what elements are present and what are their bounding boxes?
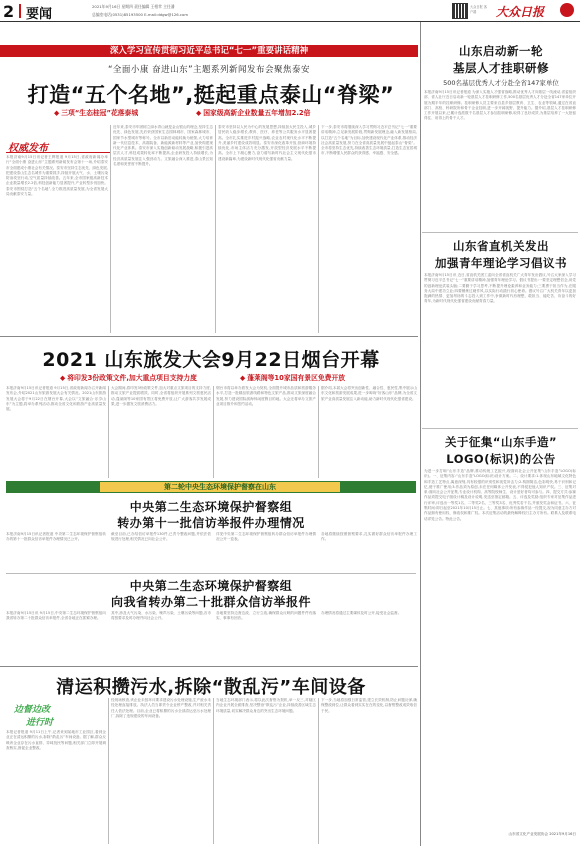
- page-number-divider: [19, 4, 21, 18]
- logo-circle: [560, 3, 574, 17]
- story1-kicker: “全面小康 奋进山东”主题系列新闻发布会聚焦泰安: [107, 65, 310, 75]
- rule: [108, 386, 109, 478]
- rule: [110, 125, 111, 333]
- story1-headline: 打造“五个名地”,挺起重点泰山“脊梁”: [27, 83, 395, 107]
- right-low-top-rule: [422, 428, 578, 429]
- rule: [108, 698, 109, 844]
- story2-top-rule: [0, 336, 418, 337]
- story3-col5: 本报济南9月15日讯 9月15日,中央第二生态环境保护督察组向我省转办第二十批群众信访举报件,全省各地正在抓紧办理。: [6, 611, 106, 621]
- section-title: 要闻: [26, 7, 53, 22]
- story3-col1: 本报济南9月15日讯记者报道 中央第二生态环境保护督察组转办的第十一批群众信访举报件办理情况已公开。: [6, 532, 106, 542]
- story3-col7: 各地要坚持边督边改、立行立改,确保群众反映的问题件件有落实、事事有回音。: [216, 611, 316, 621]
- story1-tag: 权威发布: [8, 143, 48, 154]
- story4-col3: 当地生态环境部门表示,将以此次督察为契机,举一反三,对辖区内企业开展全面排查,坚决整治“散乱污”企业,持续改善区域生态环境质量,切实解决群众身边的突出生态环境问题。: [216, 698, 316, 713]
- rule: [213, 698, 214, 844]
- contact-line: 总编室电话(0531)85193500 E-mail:ddgw@126.com: [92, 12, 189, 17]
- right-mid-headline2: 加强青年理论学习倡议书: [435, 256, 567, 270]
- side-note: 大众日报 客户端: [470, 5, 487, 14]
- top-banner: 深入学习宣传贯彻习近平总书记“七一”重要讲话精神: [0, 45, 418, 57]
- rule: [318, 125, 319, 333]
- story3-banner-text: 第二轮中央生态环境保护督察在山东: [100, 482, 340, 492]
- story3-col2: 截至目前,已办结信访举报件130件,已责令整改问题,并依法依规进行处理,相关情况已向社会公开。: [111, 532, 211, 542]
- story2-col2: 大会期间,将印发3份政策文件,加大对重点文旅项目的支持力度,推动文旅产业提质增效。同时,全省将组织开展系列文旅惠民活动,蓬莱阁等10家国有景区将免费开放,让广大游客共享发展成果,进一步激发文旅消费活力。: [111, 386, 211, 406]
- right-mid-headline1: 山东省直机关发出: [453, 239, 549, 253]
- story1-col4: 下一步,泰安市将继续深入学习贯彻习近平总书记“七一”重要讲话精神,立足新发展阶段,贯彻新发展理念,融入新发展格局,以打造“五个名地”为目标,加快建设现代化产业体系,推动经济社会高质量发展,努力在全省高质量发展中挺起泰山“脊梁”。全市将坚持生态优先,持续改善生态环境质量,打造生态宜居城市,不断增强人民群众的获得感、幸福感、安全感。: [321, 125, 417, 156]
- story4-col4: 下一步,当地将加强日常监管,建立长效机制,防止问题反弹,确保整改到位,让群众看到实实在在的变化,以督察整改成效取信于民。: [321, 698, 417, 713]
- right-low-headline2: LOGO(标识)的公告: [446, 452, 556, 466]
- story2-col3: 烟台市将以举办旅发大会为契机,全面提升城市品质和旅游服务水平,打造一批精品旅游线路和特色文旅产品,推动文旅深度融合发展,努力建设国际滨海休闲度假目的地。大会还将举办文旅产业项目推介和签约活动。: [216, 386, 316, 406]
- right-top-sub: 500名基层优秀人才分赴全省147家单位: [443, 79, 559, 87]
- story3-headline1a: 中央第二生态环境保护督察组: [129, 500, 293, 514]
- story1-sub1: ◆ 三项“生态桂冠”花落泰城: [54, 107, 138, 117]
- rule: [318, 698, 319, 844]
- right-mid-body: 本报济南9月15日讯 近日,省直机关团工委向全省省直机关广大青年发出倡议,号召大家深入学习贯彻习近平总书记“七一”重要讲话精神,加强青年理论学习。倡议书提出:一要坚定理想信念,用党的创新理论武装头脑;二要勤于学习思考,不断提升理论素养和业务能力;三要勇于担当作为,在服务大局中建功立业;四要锤炼过硬作风,以实际行动践行初心使命。倡议号召广大机关青年以更加饱满的热情、更加昂扬的斗志投入到工作中,争做新时代有理想、敢担当、能吃苦、肯奋斗的好青年,为新时代现代化强省建设贡献青春力量。: [424, 273, 576, 304]
- story1-col2: 近年来,泰安市牢固树立绿水青山就是金山银山的理念,坚持生态优先、绿色发展,先后荣获国家生态园林城市、国家森林城市、国家节水型城市等称号。全市以新旧动能转换为统领,大力培育新一代信息技术、高端装备、新能源新材料等产业,加快构建现代化产业体系。泰安市深入实施创新驱动发展战略,积极引进高层次人才,科技成果转化率不断提高,企业研发投入持续增长,为经济高质量发展注入强劲动力。文旅融合深入推进,泰山景区知名度和美誉度不断提升。: [113, 125, 213, 167]
- page-number: 2: [3, 2, 15, 21]
- story2-sub2: ◆ 蓬莱阁等10家国有景区免费开放: [240, 372, 345, 382]
- rule: [215, 125, 216, 333]
- right-low-headline1: 关于征集“山东手造”: [444, 435, 558, 449]
- story3-headline2b: 向我省转办第二十批群众信访举报件: [110, 595, 311, 609]
- story3-col4: 各地将继续按照督察要求,扎实做好群众信访举报件办理工作。: [321, 532, 417, 542]
- story3-mid-rule: [6, 573, 416, 574]
- right-top-headline1: 山东启动新一轮: [459, 44, 543, 58]
- story1-sub2: ◆ 国家级高新企业数量五年增加2.2倍: [196, 107, 310, 117]
- story1-col1: 本报济南9月15日讯记者王辉报道 9月15日,省政府新闻办举行“全面小康 奋进山东”主题系列新闻发布会第十一场,介绍泰安市全面建成小康社会有关情况。泰安市坚持生态优先、绿色发展,把建设泰山生态名城作为重要抓手,持续开展大气、水、土壤污染防治攻坚行动,空气质量持续改善。五年来,全市国家级高新技术企业数量增长2.2倍,科技创新能力显著提升,产业转型步伐加快。泰安市围绕打造“五个名地”,全力推进高质量发展,为全省发展大局贡献泰安力量。: [6, 155, 108, 197]
- rule: [318, 386, 319, 478]
- story4-top-rule: [0, 666, 418, 667]
- story3-headline2a: 中央第二生态环境保护督察组: [129, 579, 293, 593]
- story3-headline1b: 转办第十一批信访举报件办理情况: [117, 516, 305, 530]
- story3-col3: 详见中央第二生态环境保护督察组转办群众信访举报件办理情况公开一览表。: [216, 532, 316, 542]
- story1-tag-rule: [6, 152, 110, 153]
- right-low-body: 为进一步打响“山东手造”品牌,推动传统工艺振兴,现面向社会公开征集“山东手造”LOGO(标识)。一、征集内容:“山东手造”LOGO(标识)设计方案。二、设计要求:1.体现山东地域文化特色和手造工艺特点,寓意深刻,具有较强的识别性和视觉冲击力;2.构图简洁,色彩明快,易于识别和记忆,便于推广使用;3.作品须为原创,未在任何媒体公开发表,不得侵犯他人知识产权。三、征集对象:面向社会公开征集,专业设计机构、高等院校师生、设计爱好者均可参与。四、提交方式:参赛作品须提交电子版设计稿及设计说明,发送至指定邮箱。五、评选及奖励:组织专家对征集作品进行评审,评选出一等奖1名、二等奖2名、三等奖3名、优秀奖若干名,并颁发奖金和证书。六、征集时间:即日起至2021年10月15日止。七、其他事项:所有参赛作品一经提交,视为同意主办方对作品拥有使用权、修改权和推广权。本次征集活动的最终解释权归主办方所有。联系人及联系电话详见公告。特此公告。: [424, 469, 576, 521]
- story3-col8: 办理情况将通过主要媒体及时公开,接受社会监督。: [321, 611, 402, 615]
- footer-note: 山东省文化产业发展协会 2021年9月16日: [508, 832, 576, 836]
- newspaper-logo: 大众日报: [496, 5, 545, 19]
- right-mid-top-rule: [422, 232, 578, 233]
- story4-col1: 本报记者报道 9月11日上午,记者来到某地市工业园区,看到企业正在清运积攒的污水,拆除“散乱污”车间设备。据了解,群众反映该企业存在污水直排、异味扰民等问题,相关部门立即开展调查核实,督促企业整改。: [6, 730, 106, 750]
- right-top-headline2: 基层人才挂职研修: [453, 61, 549, 75]
- story4-col2: 经现场核查,该企业未按环评要求建设污水处理设施,生产废水未经处理直接排放。执法人员当即责令企业停产整改,并对相关责任人依法处理。目前,企业已将积攒的污水全部清运至污水处理厂,拆除了违规建设的车间设备。: [111, 698, 211, 718]
- story1-col3: 泰安市坚持以人民为中心的发展思想,持续加大民生投入,城乡居民收入稳步增长,教育、医疗、养老等公共服务水平显著提高。全市扎实推进乡村振兴战略,农业农村现代化水平不断提升,美丽乡村建设成效明显。泰安市深化改革开放,营商环境持续优化,市场主体活力充分激发,开放型经济发展水平不断提高。全市上下凝心聚力,奋力谱写新时代社会主义现代化强市建设新篇章,为建设新时代现代化强省贡献力量。: [218, 125, 316, 161]
- date-line: 2021年9月16日 星期四 责任编辑 王相苹 主任潘: [92, 4, 175, 9]
- story4-tag1: 边督边改: [14, 705, 51, 715]
- right-column-rule: [420, 22, 421, 846]
- story2-sub1: ◆ 将印发3份政策文件,加大重点项目支持力度: [60, 372, 197, 382]
- qr-code: [452, 3, 468, 19]
- masthead-rule: [0, 21, 580, 22]
- story2-col1: 本报济南9月15日讯记者报道 9月15日,省政府新闻办召开新闻发布会,介绍2021山东旅游发展大会有关情况。2021山东旅游发展大会将于9月22日在烟台开幕,大会以“文旅融合·乐享山东”为主题,将举办系列活动,推动全省文化和旅游产业高质量发展。: [6, 386, 106, 412]
- story4-headline: 清运积攒污水,拆除“散乱污”车间设备: [56, 677, 366, 698]
- story2-col4: 据介绍,本届大会将突出创新性、融合性、惠民性,集中展示山东文化和旅游发展成果,进一步叫响“好客山东”品牌,为全省文旅产业高质量发展注入新动能,助力新时代现代化强省建设。: [321, 386, 417, 401]
- right-top-body: 本报济南9月15日讯记者报道 为深入实施人才强省战略,推动优秀人才向基层一线流动,省委组织部、省人社厅近日启动新一轮基层人才挂职研修工作,500名基层优秀人才分赴全省147家单位开展为期半年的挂职研修。挂职研修人员主要来自县乡基层教育、卫生、农业等领域,通过在省直部门、高校、科研院所和骨干企业挂职,进一步开阔视野、提升能力。据介绍,基层人才挂职研修工作开展以来,已累计选派数千名基层人才参加挂职研修,取得了良好成效,为基层培养了一大批留得住、用得上的骨干人才。: [424, 90, 576, 121]
- story2-headline: 2021 山东旅发大会9月22日烟台开幕: [42, 349, 380, 371]
- rule: [213, 386, 214, 478]
- story4-tag2: 进行时: [26, 718, 54, 728]
- story3-col6: 其中,涉及大气污染、水污染、噪声污染、土壤污染等问题,各市将按要求及时办理并向社会公开。: [111, 611, 211, 621]
